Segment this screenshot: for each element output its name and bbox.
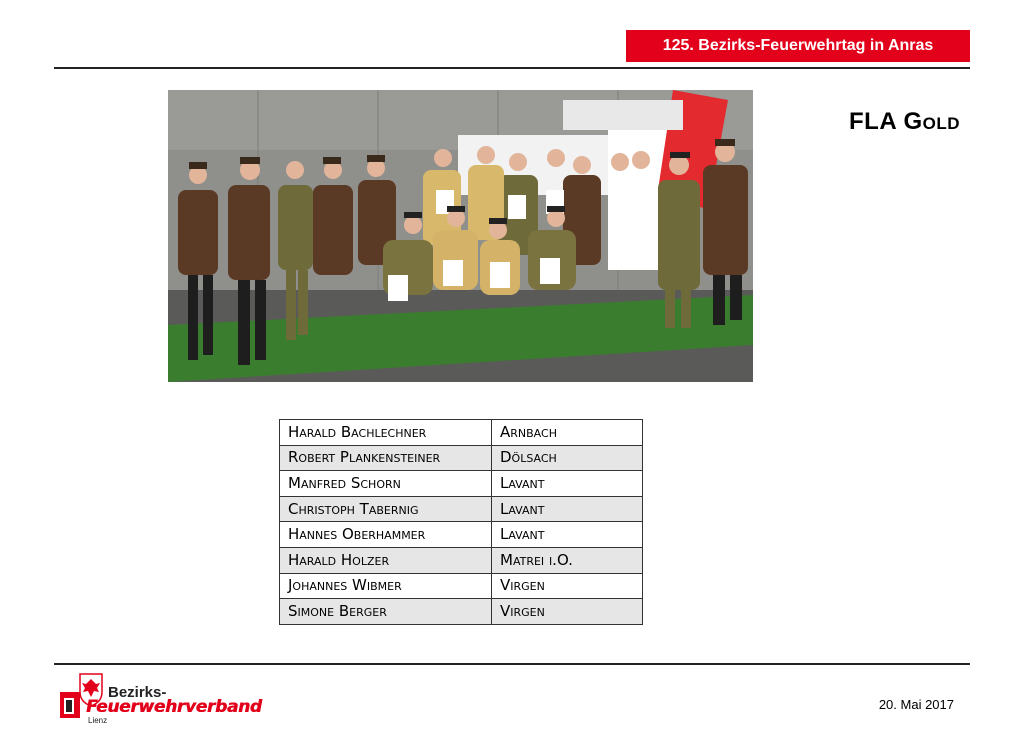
bottom-divider: [54, 663, 970, 665]
awardee-place: Lavant: [492, 471, 643, 497]
awardee-name: Christoph Tabernig: [280, 496, 492, 522]
awardee-place: Arnbach: [492, 420, 643, 446]
awardee-place: Lavant: [492, 522, 643, 548]
logo-line1: Bezirks-: [108, 684, 167, 701]
awardee-name: Manfred Schorn: [280, 471, 492, 497]
logo-line3: Lienz: [88, 716, 108, 725]
table-row: [280, 471, 643, 497]
logo-line2: Feuerwehrverband: [86, 697, 262, 717]
awardee-name: Harald Bachlechner: [280, 420, 492, 446]
table-row: [280, 445, 643, 471]
association-logo: [58, 670, 268, 728]
awardee-name: Hannes Oberhammer: [280, 522, 492, 548]
table-row: [280, 522, 643, 548]
table-row: [280, 573, 643, 599]
group-photo: [168, 90, 753, 382]
awardee-name: Simone Berger: [280, 599, 492, 625]
awardee-place: Virgen: [492, 573, 643, 599]
header-banner: 125. Bezirks-Feuerwehrtag in Anras: [626, 30, 970, 62]
awardee-name: Johannes Wibmer: [280, 573, 492, 599]
footer-date: 20. Mai 2017: [878, 697, 954, 712]
awardee-name: Harald Holzer: [280, 547, 492, 573]
awardee-place: Dölsach: [492, 445, 643, 471]
awardee-table: [279, 419, 643, 625]
slide-title: FLA Gold: [849, 108, 960, 135]
awardee-place: Virgen: [492, 599, 643, 625]
table-row: [280, 496, 643, 522]
table-row: [280, 420, 643, 446]
awardee-place: Matrei i.O.: [492, 547, 643, 573]
awardee-place: Lavant: [492, 496, 643, 522]
table-row: [280, 599, 643, 625]
awardee-name: Robert Plankensteiner: [280, 445, 492, 471]
top-divider: [54, 67, 970, 69]
table-row: [280, 547, 643, 573]
